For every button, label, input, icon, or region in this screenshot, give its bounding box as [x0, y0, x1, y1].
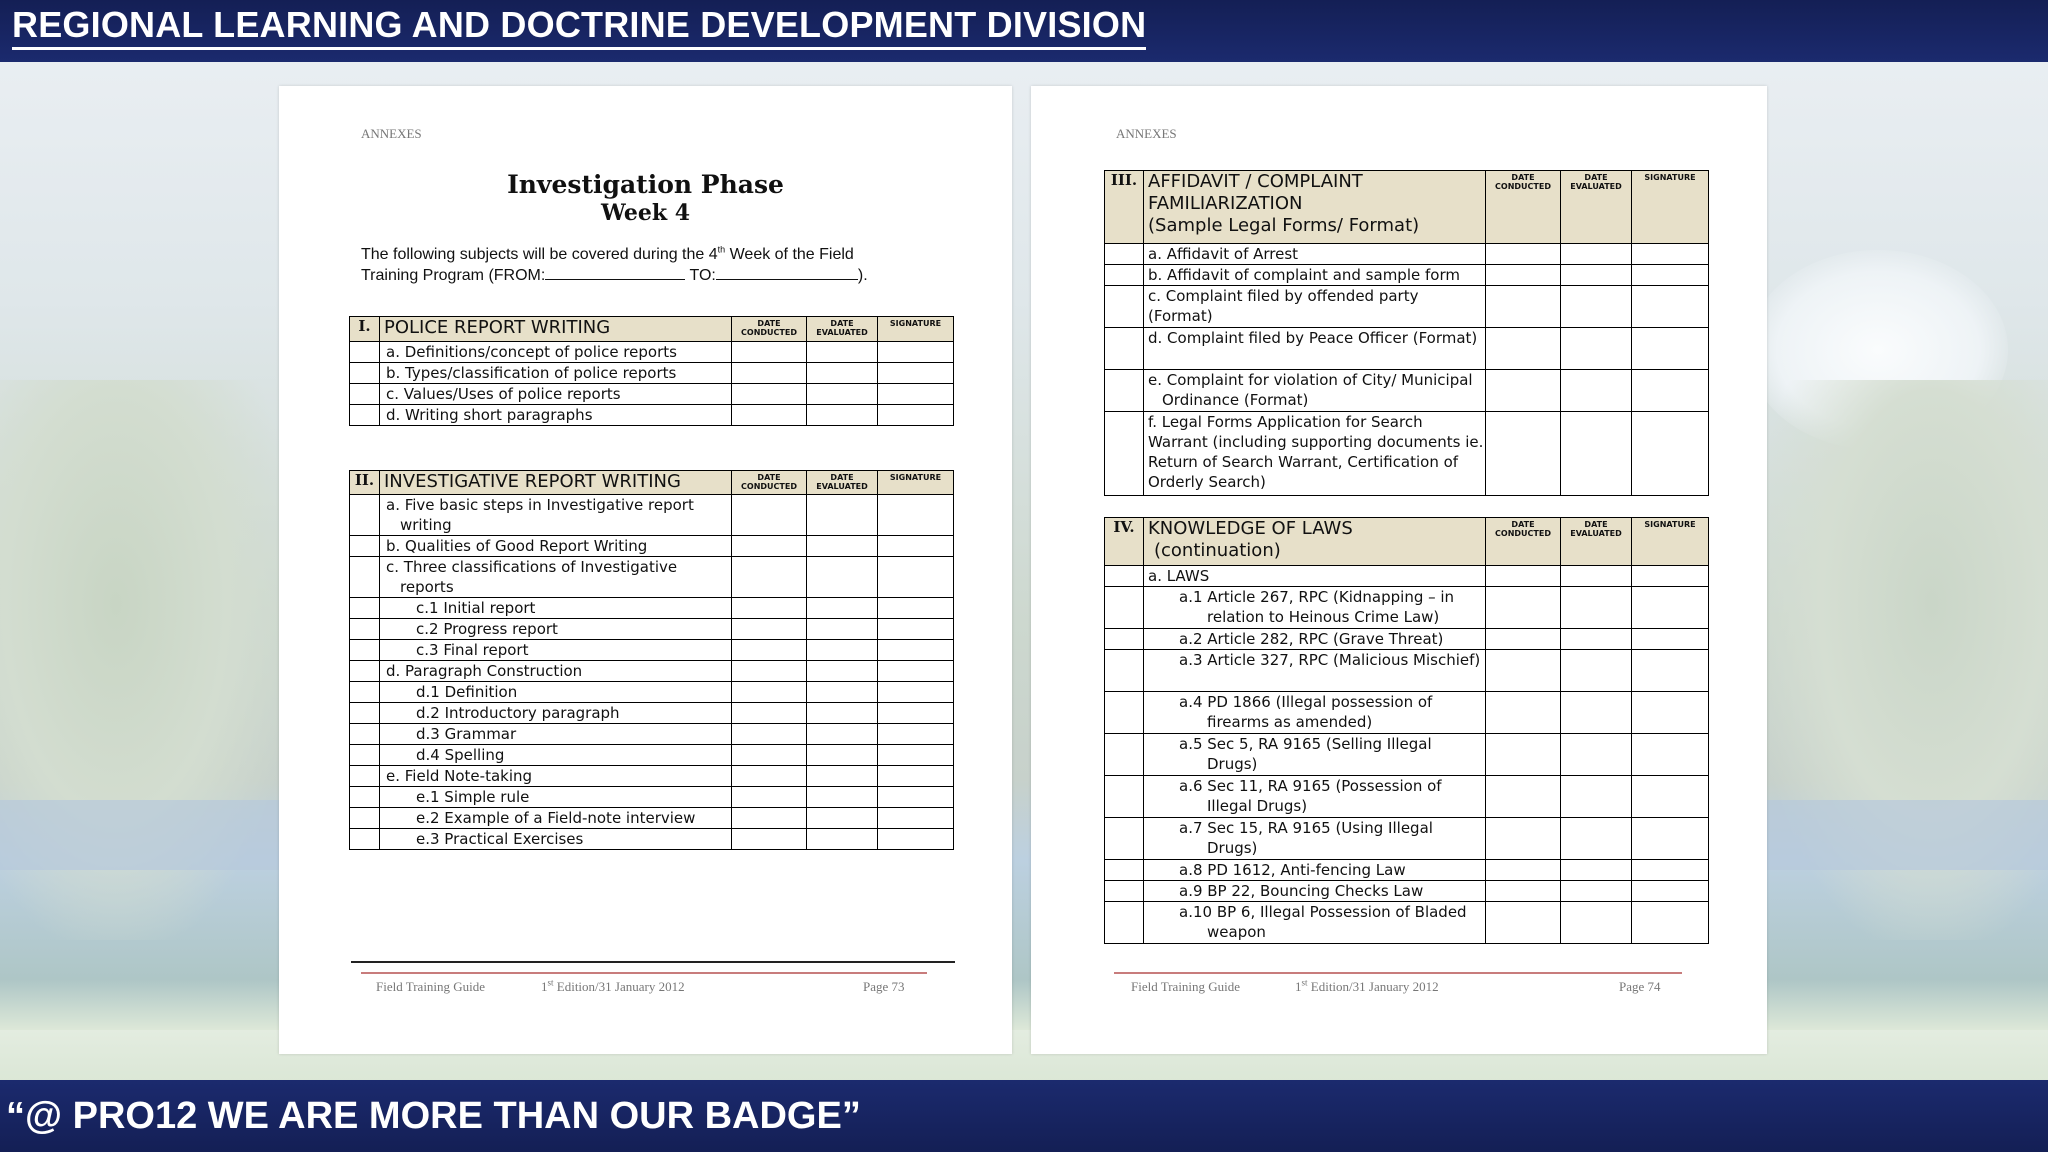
signature-cell[interactable] [878, 598, 954, 619]
footer-edition-text: 1 [541, 979, 548, 994]
section-title: INVESTIGATIVE REPORT WRITING [380, 471, 732, 495]
footer-edition-sup: st [1301, 977, 1308, 988]
signature-cell[interactable] [878, 363, 954, 384]
signature-cell[interactable] [1632, 629, 1709, 650]
signature-cell[interactable] [878, 557, 954, 598]
signature-cell[interactable] [878, 682, 954, 703]
banner-title: REGIONAL LEARNING AND DOCTRINE DEVELOPMENT DIVISION [12, 4, 1146, 50]
date-evaluated-cell[interactable] [1561, 286, 1632, 328]
date-conducted-cell[interactable] [732, 724, 807, 745]
date-evaluated-cell[interactable] [1561, 860, 1632, 881]
column-header-signature: SIGNATURE [1632, 171, 1709, 244]
intro-text: Week of the Field [725, 246, 854, 263]
signature-cell[interactable] [1632, 692, 1709, 734]
table-row-item: a. Five basic steps in Investigative report writing [386, 496, 694, 534]
column-header-date-conducted: DATE CONDUCTED [1486, 171, 1561, 244]
signature-cell[interactable] [1632, 566, 1709, 587]
signature-cell[interactable] [1632, 265, 1709, 286]
date-evaluated-cell[interactable] [1561, 587, 1632, 629]
date-conducted-cell[interactable] [732, 536, 807, 557]
signature-cell[interactable] [878, 384, 954, 405]
phase-week: Week 4 [600, 200, 691, 226]
date-evaluated-cell[interactable] [807, 661, 878, 682]
footer-edition-text: 1 [1295, 979, 1302, 994]
date-conducted-cell[interactable] [1486, 902, 1561, 944]
column-header-date-evaluated: DATE EVALUATED [1561, 518, 1632, 566]
date-evaluated-cell[interactable] [1561, 370, 1632, 412]
footer-edition-text: Edition/31 January 2012 [1307, 979, 1439, 994]
footer-edition-text: Edition/31 January 2012 [553, 979, 685, 994]
table-row-item: d. Paragraph Construction [380, 661, 732, 682]
signature-cell[interactable] [878, 640, 954, 661]
table-row-item: c. Values/Uses of police reports [380, 384, 732, 405]
signature-cell[interactable] [1632, 587, 1709, 629]
date-conducted-cell[interactable] [1486, 265, 1561, 286]
table-row-item: d. Writing short paragraphs [380, 405, 732, 426]
date-evaluated-cell[interactable] [807, 557, 878, 598]
signature-cell[interactable] [1632, 370, 1709, 412]
date-evaluated-cell[interactable] [807, 703, 878, 724]
date-conducted-cell[interactable] [732, 384, 807, 405]
date-conducted-cell[interactable] [1486, 370, 1561, 412]
table-row-item: e.3 Practical Exercises [380, 829, 732, 850]
signature-cell[interactable] [1632, 776, 1709, 818]
table-row-item: b. Qualities of Good Report Writing [380, 536, 732, 557]
date-conducted-cell[interactable] [1486, 587, 1561, 629]
footer-guide: Field Training Guide [376, 979, 486, 994]
intro-text: TO: [685, 267, 716, 284]
date-conducted-cell[interactable] [732, 598, 807, 619]
section-table-affidavit-complaint [1104, 170, 1709, 496]
table-row-item: f. Legal Forms Application for Search Warrant (including supporting documents ie. Return of Search Warrant, Certification of Orderly Search) [1144, 412, 1486, 496]
date-conducted-cell[interactable] [732, 787, 807, 808]
table-row-item: b. Types/classification of police reports [380, 363, 732, 384]
section-table-investigative-report-writing [349, 470, 954, 850]
date-conducted-cell[interactable] [1486, 412, 1561, 496]
document-page-right [1031, 86, 1767, 1054]
date-evaluated-cell[interactable] [1561, 650, 1632, 692]
date-evaluated-cell[interactable] [807, 536, 878, 557]
date-conducted-cell[interactable] [1486, 629, 1561, 650]
column-header-signature: SIGNATURE [878, 471, 954, 495]
footer-accent-rule [1114, 972, 1682, 974]
date-conducted-cell[interactable] [1486, 286, 1561, 328]
date-conducted-cell[interactable] [1486, 881, 1561, 902]
date-evaluated-cell[interactable] [807, 619, 878, 640]
section-number: II. [350, 471, 380, 495]
table-row-item: c.1 Initial report [380, 598, 732, 619]
date-evaluated-cell[interactable] [807, 384, 878, 405]
table-row-item: d. Complaint filed by Peace Officer (Format) [1144, 328, 1486, 370]
date-evaluated-cell[interactable] [807, 808, 878, 829]
section-title: KNOWLEDGE OF LAWS [1148, 518, 1353, 539]
section-title: FAMILIARIZATION [1148, 193, 1303, 214]
date-conducted-cell[interactable] [1486, 328, 1561, 370]
table-row-item: a.6 Sec 11, RA 9165 (Possession of Illegal Drugs) [1179, 777, 1442, 815]
intro-text: ). [857, 267, 868, 284]
table-row-item: a.1 Article 267, RPC (Kidnapping – in relation to Heinous Crime Law) [1179, 588, 1455, 626]
signature-cell[interactable] [1632, 860, 1709, 881]
table-row-item: e. Complaint for violation of City/ Municipal Ordinance (Format) [1148, 371, 1473, 409]
date-evaluated-cell[interactable] [807, 829, 878, 850]
date-conducted-cell[interactable] [732, 342, 807, 363]
date-evaluated-cell[interactable] [807, 342, 878, 363]
signature-cell[interactable] [1632, 650, 1709, 692]
date-evaluated-cell[interactable] [1561, 244, 1632, 265]
date-evaluated-cell[interactable] [807, 724, 878, 745]
date-evaluated-cell[interactable] [1561, 734, 1632, 776]
bottom-banner [0, 1080, 2048, 1152]
to-date-blank [716, 265, 858, 280]
table-row-item: a.4 PD 1866 (Illegal possession of firearms as amended) [1179, 693, 1433, 731]
signature-cell[interactable] [878, 536, 954, 557]
footer-edition [1295, 979, 1439, 995]
date-evaluated-cell[interactable] [807, 363, 878, 384]
table-row-item: a.7 Sec 15, RA 9165 (Using Illegal Drugs) [1179, 819, 1433, 857]
date-conducted-cell[interactable] [732, 682, 807, 703]
date-conducted-cell[interactable] [732, 808, 807, 829]
table-row-item: a. LAWS [1144, 566, 1486, 587]
table-row-item: a.9 BP 22, Bouncing Checks Law [1144, 881, 1486, 902]
date-evaluated-cell[interactable] [1561, 776, 1632, 818]
footer-edition [541, 979, 685, 995]
date-evaluated-cell[interactable] [807, 495, 878, 536]
table-row-item: a.10 BP 6, Illegal Possession of Bladed weapon [1179, 903, 1467, 941]
signature-cell[interactable] [878, 808, 954, 829]
date-evaluated-cell[interactable] [807, 598, 878, 619]
date-evaluated-cell[interactable] [1561, 692, 1632, 734]
date-conducted-cell[interactable] [732, 829, 807, 850]
section-subtitle: (Sample Legal Forms/ Format) [1148, 215, 1420, 236]
document-page-left [279, 86, 1012, 1054]
footer-page-number: Page 73 [863, 979, 905, 994]
footer-page-number: Page 74 [1619, 979, 1661, 994]
table-row-item: a.8 PD 1612, Anti-fencing Law [1144, 860, 1486, 881]
table-row-item: e.2 Example of a Field-note interview [380, 808, 732, 829]
intro-text: The following subjects will be covered during the 4 [361, 246, 718, 263]
signature-cell[interactable] [878, 405, 954, 426]
date-conducted-cell[interactable] [732, 661, 807, 682]
date-conducted-cell[interactable] [1486, 818, 1561, 860]
column-header-date-conducted: DATE CONDUCTED [732, 317, 807, 342]
date-evaluated-cell[interactable] [1561, 629, 1632, 650]
signature-cell[interactable] [878, 766, 954, 787]
signature-cell[interactable] [878, 495, 954, 536]
date-conducted-cell[interactable] [732, 745, 807, 766]
date-evaluated-cell[interactable] [1561, 412, 1632, 496]
signature-cell[interactable] [878, 703, 954, 724]
date-evaluated-cell[interactable] [1561, 566, 1632, 587]
date-evaluated-cell[interactable] [1561, 881, 1632, 902]
date-evaluated-cell[interactable] [807, 405, 878, 426]
date-evaluated-cell[interactable] [807, 766, 878, 787]
date-conducted-cell[interactable] [732, 766, 807, 787]
background-roof-left [0, 800, 290, 870]
column-header-date-conducted: DATE CONDUCTED [732, 471, 807, 495]
signature-cell[interactable] [878, 745, 954, 766]
signature-cell[interactable] [1632, 902, 1709, 944]
date-evaluated-cell[interactable] [1561, 328, 1632, 370]
date-evaluated-cell[interactable] [1561, 902, 1632, 944]
date-conducted-cell[interactable] [732, 495, 807, 536]
table-row-item: e. Field Note-taking [380, 766, 732, 787]
table-row-item: c. Three classifications of Investigative reports [386, 558, 678, 596]
footer-rule [351, 961, 955, 963]
section-number: III. [1105, 171, 1144, 244]
annex-label: ANNEXES [361, 126, 422, 141]
signature-cell[interactable] [1632, 734, 1709, 776]
top-banner [0, 0, 2048, 62]
column-header-date-evaluated: DATE EVALUATED [807, 471, 878, 495]
table-row-item: d.1 Definition [380, 682, 732, 703]
signature-cell[interactable] [1632, 286, 1709, 328]
from-date-blank [545, 265, 685, 280]
date-evaluated-cell[interactable] [807, 787, 878, 808]
signature-cell[interactable] [878, 342, 954, 363]
intro-sup: th [717, 244, 726, 255]
section-number: IV. [1105, 518, 1144, 566]
section-subtitle: (continuation) [1154, 540, 1281, 561]
signature-cell[interactable] [1632, 412, 1709, 496]
date-conducted-cell[interactable] [732, 640, 807, 661]
signature-cell[interactable] [1632, 881, 1709, 902]
column-header-date-conducted: DATE CONDUCTED [1486, 518, 1561, 566]
date-conducted-cell[interactable] [1486, 244, 1561, 265]
annex-label: ANNEXES [1116, 126, 1177, 141]
table-row-item: c. Complaint filed by offended party (Format) [1144, 286, 1486, 328]
date-evaluated-cell[interactable] [1561, 818, 1632, 860]
section-table-knowledge-of-laws [1104, 517, 1709, 944]
table-row-item: e.1 Simple rule [380, 787, 732, 808]
table-row-item: a.2 Article 282, RPC (Grave Threat) [1144, 629, 1486, 650]
column-header-signature: SIGNATURE [1632, 518, 1709, 566]
section-title: AFFIDAVIT / COMPLAINT [1148, 171, 1363, 192]
signature-cell[interactable] [878, 661, 954, 682]
date-conducted-cell[interactable] [732, 405, 807, 426]
signature-cell[interactable] [878, 829, 954, 850]
table-row-item: c.2 Progress report [380, 619, 732, 640]
column-header-date-evaluated: DATE EVALUATED [807, 317, 878, 342]
date-evaluated-cell[interactable] [807, 682, 878, 703]
date-conducted-cell[interactable] [1486, 734, 1561, 776]
footer-edition-sup: st [547, 977, 554, 988]
date-evaluated-cell[interactable] [807, 640, 878, 661]
date-evaluated-cell[interactable] [807, 745, 878, 766]
table-row-item: d.3 Grammar [380, 724, 732, 745]
background-roof-right [1758, 800, 2048, 870]
footer-accent-rule [361, 972, 927, 974]
motto-text: “@ PRO12 WE ARE MORE THAN OUR BADGE” [6, 1095, 861, 1137]
signature-cell[interactable] [878, 787, 954, 808]
column-header-date-evaluated: DATE EVALUATED [1561, 171, 1632, 244]
date-conducted-cell[interactable] [732, 703, 807, 724]
signature-cell[interactable] [1632, 328, 1709, 370]
section-number: I. [350, 317, 380, 342]
date-conducted-cell[interactable] [732, 363, 807, 384]
date-conducted-cell[interactable] [1486, 776, 1561, 818]
column-header-signature: SIGNATURE [878, 317, 954, 342]
date-conducted-cell[interactable] [1486, 650, 1561, 692]
date-conducted-cell[interactable] [1486, 692, 1561, 734]
section-title: POLICE REPORT WRITING [380, 317, 732, 342]
signature-cell[interactable] [1632, 244, 1709, 265]
table-row-item: a.3 Article 327, RPC (Malicious Mischief) [1179, 651, 1481, 669]
table-row-item: a. Definitions/concept of police reports [380, 342, 732, 363]
date-conducted-cell[interactable] [732, 619, 807, 640]
intro-paragraph [361, 245, 926, 286]
intro-text: Training Program (FROM: [361, 267, 546, 284]
section-table-police-report-writing [349, 316, 954, 426]
date-conducted-cell[interactable] [1486, 566, 1561, 587]
date-conducted-cell[interactable] [732, 557, 807, 598]
signature-cell[interactable] [878, 724, 954, 745]
table-row-item: c.3 Final report [380, 640, 732, 661]
date-evaluated-cell[interactable] [1561, 265, 1632, 286]
signature-cell[interactable] [1632, 818, 1709, 860]
signature-cell[interactable] [878, 619, 954, 640]
table-row-item: a. Affidavit of Arrest [1144, 244, 1486, 265]
phase-title: Investigation Phase [507, 170, 784, 199]
table-row-item: b. Affidavit of complaint and sample form [1144, 265, 1486, 286]
table-row-item: d.4 Spelling [380, 745, 732, 766]
footer-guide: Field Training Guide [1131, 979, 1241, 994]
date-conducted-cell[interactable] [1486, 860, 1561, 881]
table-row-item: d.2 Introductory paragraph [380, 703, 732, 724]
table-row-item: a.5 Sec 5, RA 9165 (Selling Illegal Drugs) [1179, 735, 1432, 773]
